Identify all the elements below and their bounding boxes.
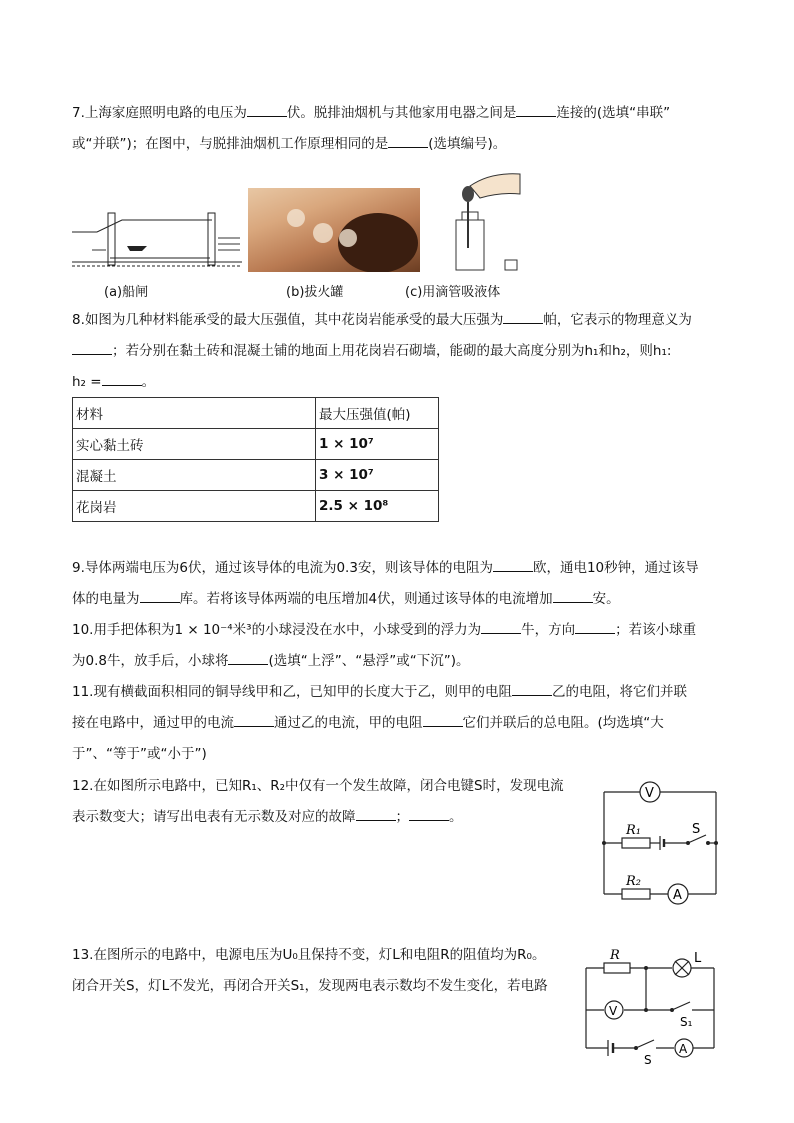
ammeter-label: A (673, 888, 682, 903)
switch-s1-label: S₁ (680, 1015, 693, 1029)
voltmeter-label: V (645, 786, 654, 801)
answer-blank[interactable] (481, 619, 521, 634)
circuit-diagram-12 (598, 778, 723, 908)
q12-text: 。 (449, 809, 463, 825)
q13-text: 闭合开关S，灯L不发光，再闭合开关S₁，发现两电表示数均不发生变化，若电路 (72, 978, 548, 994)
answer-blank[interactable] (503, 309, 543, 324)
q8-text: ；若分别在黏土砖和混凝土铺的地面上用花岗岩石砌墙，能砌的最大高度分别为h₁和h₂，则h₁: (112, 343, 672, 359)
table-cell: 3 × 10⁷ (316, 460, 439, 491)
table-header-row (73, 398, 439, 429)
q10-text: (选填“上浮”、“悬浮”或“下沉”)。 (268, 653, 470, 669)
q8-text: h₂ = (72, 374, 102, 390)
table-row (73, 429, 439, 460)
table-row (73, 491, 439, 522)
q13-text: 13.在图所示的电路中，电源电压为U₀且保持不变，灯L和电阻R的阻值均为R₀。 (72, 947, 546, 963)
q9-text: 库。若将该导体两端的电压增加4伏，则通过该导体的电流增加 (179, 591, 553, 607)
q11-text: 通过乙的电流，甲的电阻 (274, 715, 423, 731)
caption-b: (b)拔火罐 (286, 285, 344, 300)
answer-blank[interactable] (423, 712, 463, 727)
table-cell: 花岗岩 (73, 491, 316, 522)
question-11 (72, 677, 722, 770)
q10-text: 牛，方向 (521, 622, 576, 638)
q7-text: 连接的(选填“串联” (556, 105, 671, 121)
q12-text: 表示数变大；请写出电表有无示数及对应的故障 (72, 809, 356, 825)
question-13 (72, 940, 572, 1002)
table-cell: 实心黏土砖 (73, 429, 316, 460)
table-header: 最大压强值(帕) (316, 398, 439, 429)
switch-label: S (692, 822, 701, 837)
q11-text: 11.现有横截面积相同的铜导线甲和乙，已知甲的长度大于乙，则甲的电阻 (72, 684, 512, 700)
answer-blank[interactable] (356, 806, 396, 821)
answer-blank[interactable] (234, 712, 274, 727)
q8-text: 。 (141, 374, 156, 390)
q10-text: ；若该小球重 (615, 622, 697, 638)
table-cell: 混凝土 (73, 460, 316, 491)
table-cell: 2.5 × 10⁸ (316, 491, 439, 522)
question-8 (72, 305, 722, 398)
q12-text: 12.在如图所示电路中，已知R₁、R₂中仅有一个发生故障，闭合电键S时，发现电流 (72, 778, 564, 794)
q7-text: 或“并联”)；在图中，与脱排油烟机工作原理相同的是 (72, 136, 389, 152)
circuit-diagram-13 (580, 944, 720, 1064)
switch-s-label: S (644, 1053, 652, 1064)
answer-blank[interactable] (140, 588, 180, 603)
q12-text: ； (395, 809, 409, 825)
resistor-label: R (610, 948, 620, 963)
q8-text: 帕，它表示的物理意义为 (543, 312, 692, 328)
answer-blank[interactable] (516, 102, 556, 117)
q7-text: 伏。脱排油烟机与其他家用电器之间是 (286, 105, 517, 121)
q11-text: 乙的电阻，将它们并联 (551, 684, 687, 700)
r2-label: R₂ (626, 874, 641, 889)
q11-text: 它们并联后的总电阻。(均选填“大 (462, 715, 664, 731)
cupping-photo (248, 188, 420, 272)
question-10 (72, 615, 722, 677)
answer-blank[interactable] (72, 340, 112, 355)
q7-text: (选填编号)。 (428, 136, 507, 152)
ship-lock-figure (72, 210, 242, 274)
table-cell: 1 × 10⁷ (316, 429, 439, 460)
answer-blank[interactable] (247, 102, 287, 117)
q11-text: 于”、“等于”或“小于”) (72, 746, 207, 762)
answer-blank[interactable] (409, 806, 449, 821)
r1-label: R₁ (626, 823, 641, 838)
question-12 (72, 771, 592, 833)
question-7 (72, 98, 722, 160)
materials-table (72, 397, 439, 522)
dropper-figure (450, 168, 525, 274)
q9-text: 9.导体两端电压为6伏，通过该导体的电流为0.3安，则该导体的电阻为 (72, 560, 493, 576)
caption-a: (a)船闸 (104, 285, 149, 300)
answer-blank[interactable] (553, 588, 593, 603)
q11-text: 接在电路中，通过甲的电流 (72, 715, 234, 731)
question-9 (72, 553, 722, 615)
caption-c: (c)用滴管吸液体 (405, 285, 501, 300)
q7-text: 7.上海家庭照明电路的电压为 (72, 105, 247, 121)
answer-blank[interactable] (102, 371, 142, 386)
answer-blank[interactable] (388, 133, 428, 148)
lamp-label: L (694, 951, 702, 966)
table-row (73, 460, 439, 491)
q9-text: 安。 (592, 591, 620, 607)
q10-text: 10.用手把体积为1 × 10⁻⁴米³的小球浸没在水中，小球受到的浮力为 (72, 622, 482, 638)
answer-blank[interactable] (228, 650, 268, 665)
q9-text: 欧，通电10秒钟，通过该导 (532, 560, 699, 576)
q10-text: 为0.8牛，放手后，小球将 (72, 653, 229, 669)
voltmeter-label: V (609, 1004, 618, 1018)
q8-text: 8.如图为几种材料能承受的最大压强值，其中花岗岩能承受的最大压强为 (72, 312, 504, 328)
ammeter-label: A (679, 1042, 688, 1056)
table-header: 材料 (73, 398, 316, 429)
answer-blank[interactable] (493, 557, 533, 572)
q9-text: 体的电量为 (72, 591, 140, 607)
answer-blank[interactable] (575, 619, 615, 634)
answer-blank[interactable] (512, 681, 552, 696)
